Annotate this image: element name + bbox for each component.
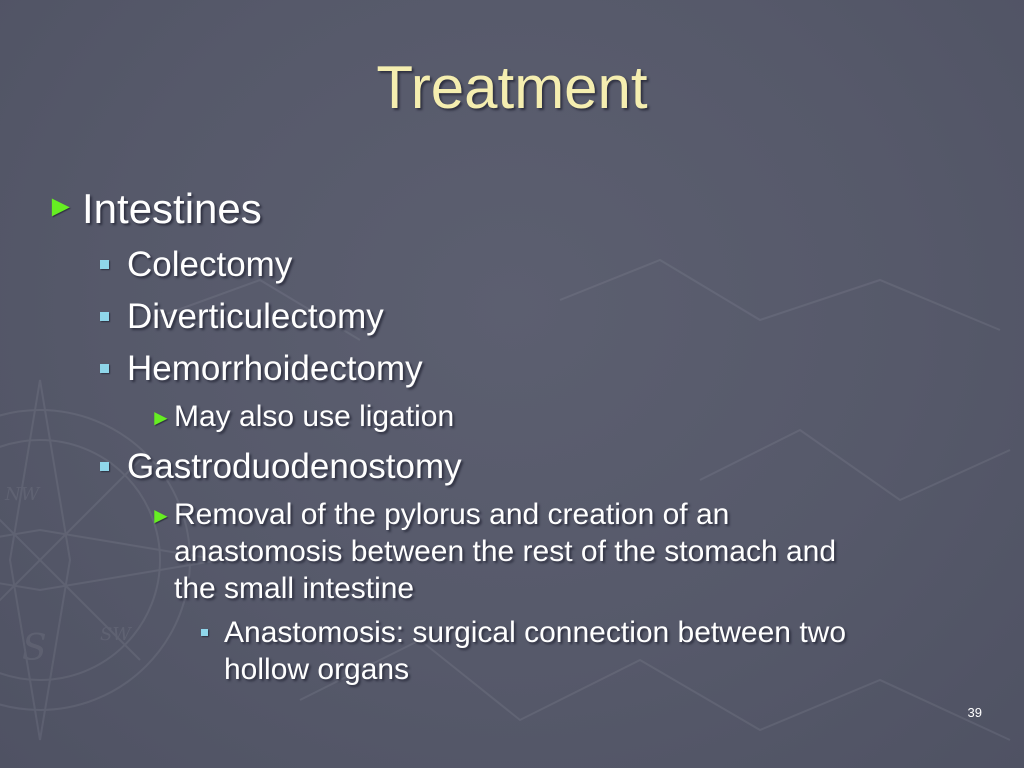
square-bullet-icon: [201, 629, 208, 636]
arrow-bullet-icon: ►: [46, 190, 76, 223]
svg-text:NW: NW: [5, 484, 40, 505]
bullet-removal-line-2: anastomosis between the rest of the stomach and: [174, 535, 837, 568]
square-bullet-icon: [100, 312, 109, 321]
bullet-removal-line-3: the small intestine: [174, 572, 415, 605]
bullet-gastroduodenostomy: Gastroduodenostomy: [127, 447, 462, 486]
page-number: 39: [967, 705, 982, 720]
arrow-bullet-icon: ►: [150, 405, 172, 430]
square-bullet-icon: [100, 260, 109, 269]
bullet-anastomosis-line-1: Anastomosis: surgical connection between two: [224, 616, 847, 649]
arrow-bullet-icon: ►: [150, 503, 172, 528]
bullet-ligation-note: May also use ligation: [174, 400, 455, 433]
bullet-intestines: Intestines: [82, 185, 262, 232]
square-bullet-icon: [100, 462, 109, 471]
square-bullet-icon: [100, 364, 109, 373]
bullet-diverticulectomy: Diverticulectomy: [127, 297, 384, 336]
bullet-anastomosis-line-2: hollow organs: [224, 653, 410, 686]
bullet-colectomy: Colectomy: [127, 245, 293, 284]
svg-text:S: S: [22, 628, 47, 669]
bullet-removal-line-1: Removal of the pylorus and creation of an: [174, 498, 730, 531]
bullet-hemorrhoidectomy: Hemorrhoidectomy: [127, 349, 423, 388]
slide-title: Treatment: [376, 54, 648, 121]
svg-text:SW: SW: [100, 624, 131, 645]
